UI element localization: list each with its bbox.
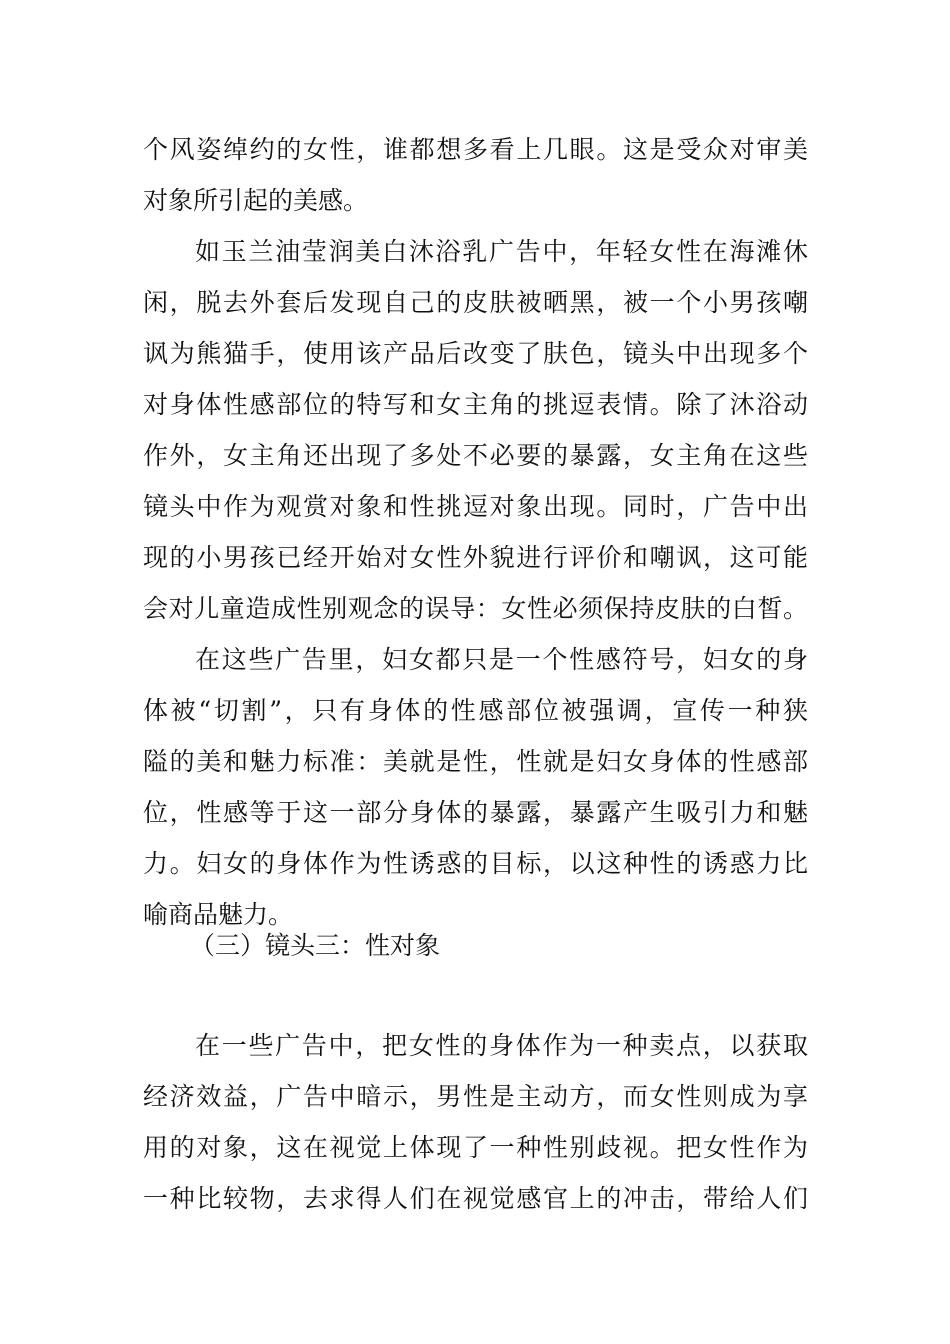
paragraph-2-line-6: 镜头中作为观赏对象和性挑逗对象出现。同时，广告中出 [143,492,808,521]
paragraph-4-line-1: 在一些广告中，把女性的身体作为一种卖点，以获取 [195,1031,808,1060]
paragraph-3-line-4: 位，性感等于这一部分身体的暴露，暴露产生吸引力和魅 [143,798,808,827]
paragraph-2-line-8: 会对儿童造成性别观念的误导：女性必须保持皮肤的白皙。 [143,594,808,623]
paragraph-4-line-2: 经济效益，广告中暗示，男性是主动方，而女性则成为享 [143,1082,808,1111]
paragraph-1-line-1: 个风姿绰约的女性，谁都想多看上几眼。这是受众对审美 [143,135,808,164]
paragraph-3-line-3: 隘的美和魅力标准：美就是性，性就是妇女身体的性感部 [143,747,808,776]
paragraph-4-line-4: 一种比较物，去求得人们在视觉感官上的冲击，带给人们 [143,1184,808,1213]
paragraph-1-line-2: 对象所引起的美感。 [143,186,369,215]
paragraph-2-line-4: 对身体性感部位的特写和女主角的挑逗表情。除了沐浴动 [143,390,808,419]
paragraph-3-line-1: 在这些广告里，妇女都只是一个性感符号，妇女的身 [195,645,808,674]
paragraph-3-line-6: 喻商品魅力。 [143,900,294,929]
paragraph-4-line-3: 用的对象，这在视觉上体现了一种性别歧视。把女性作为 [143,1133,808,1162]
paragraph-2-line-3: 讽为熊猫手，使用该产品后改变了肤色，镜头中出现多个 [143,339,808,368]
paragraph-2-line-7: 现的小男孩已经开始对女性外貌进行评价和嘲讽，这可能 [143,543,808,572]
paragraph-2-line-1: 如玉兰油莹润美白沐浴乳广告中，年轻女性在海滩休 [195,237,808,266]
paragraph-3-line-2: 体被“切割”，只有身体的性感部位被强调，宣传一种狭 [143,696,808,725]
paragraph-2-line-2: 闲，脱去外套后发现自己的皮肤被晒黑，被一个小男孩嘲 [143,288,808,317]
paragraph-3-line-5: 力。妇女的身体作为性诱惑的目标，以这种性的诱惑力比 [143,849,808,878]
section-heading: （三）镜头三：性对象 [190,931,441,960]
paragraph-2-line-5: 作外，女主角还出现了多处不必要的暴露，女主角在这些 [143,441,808,470]
